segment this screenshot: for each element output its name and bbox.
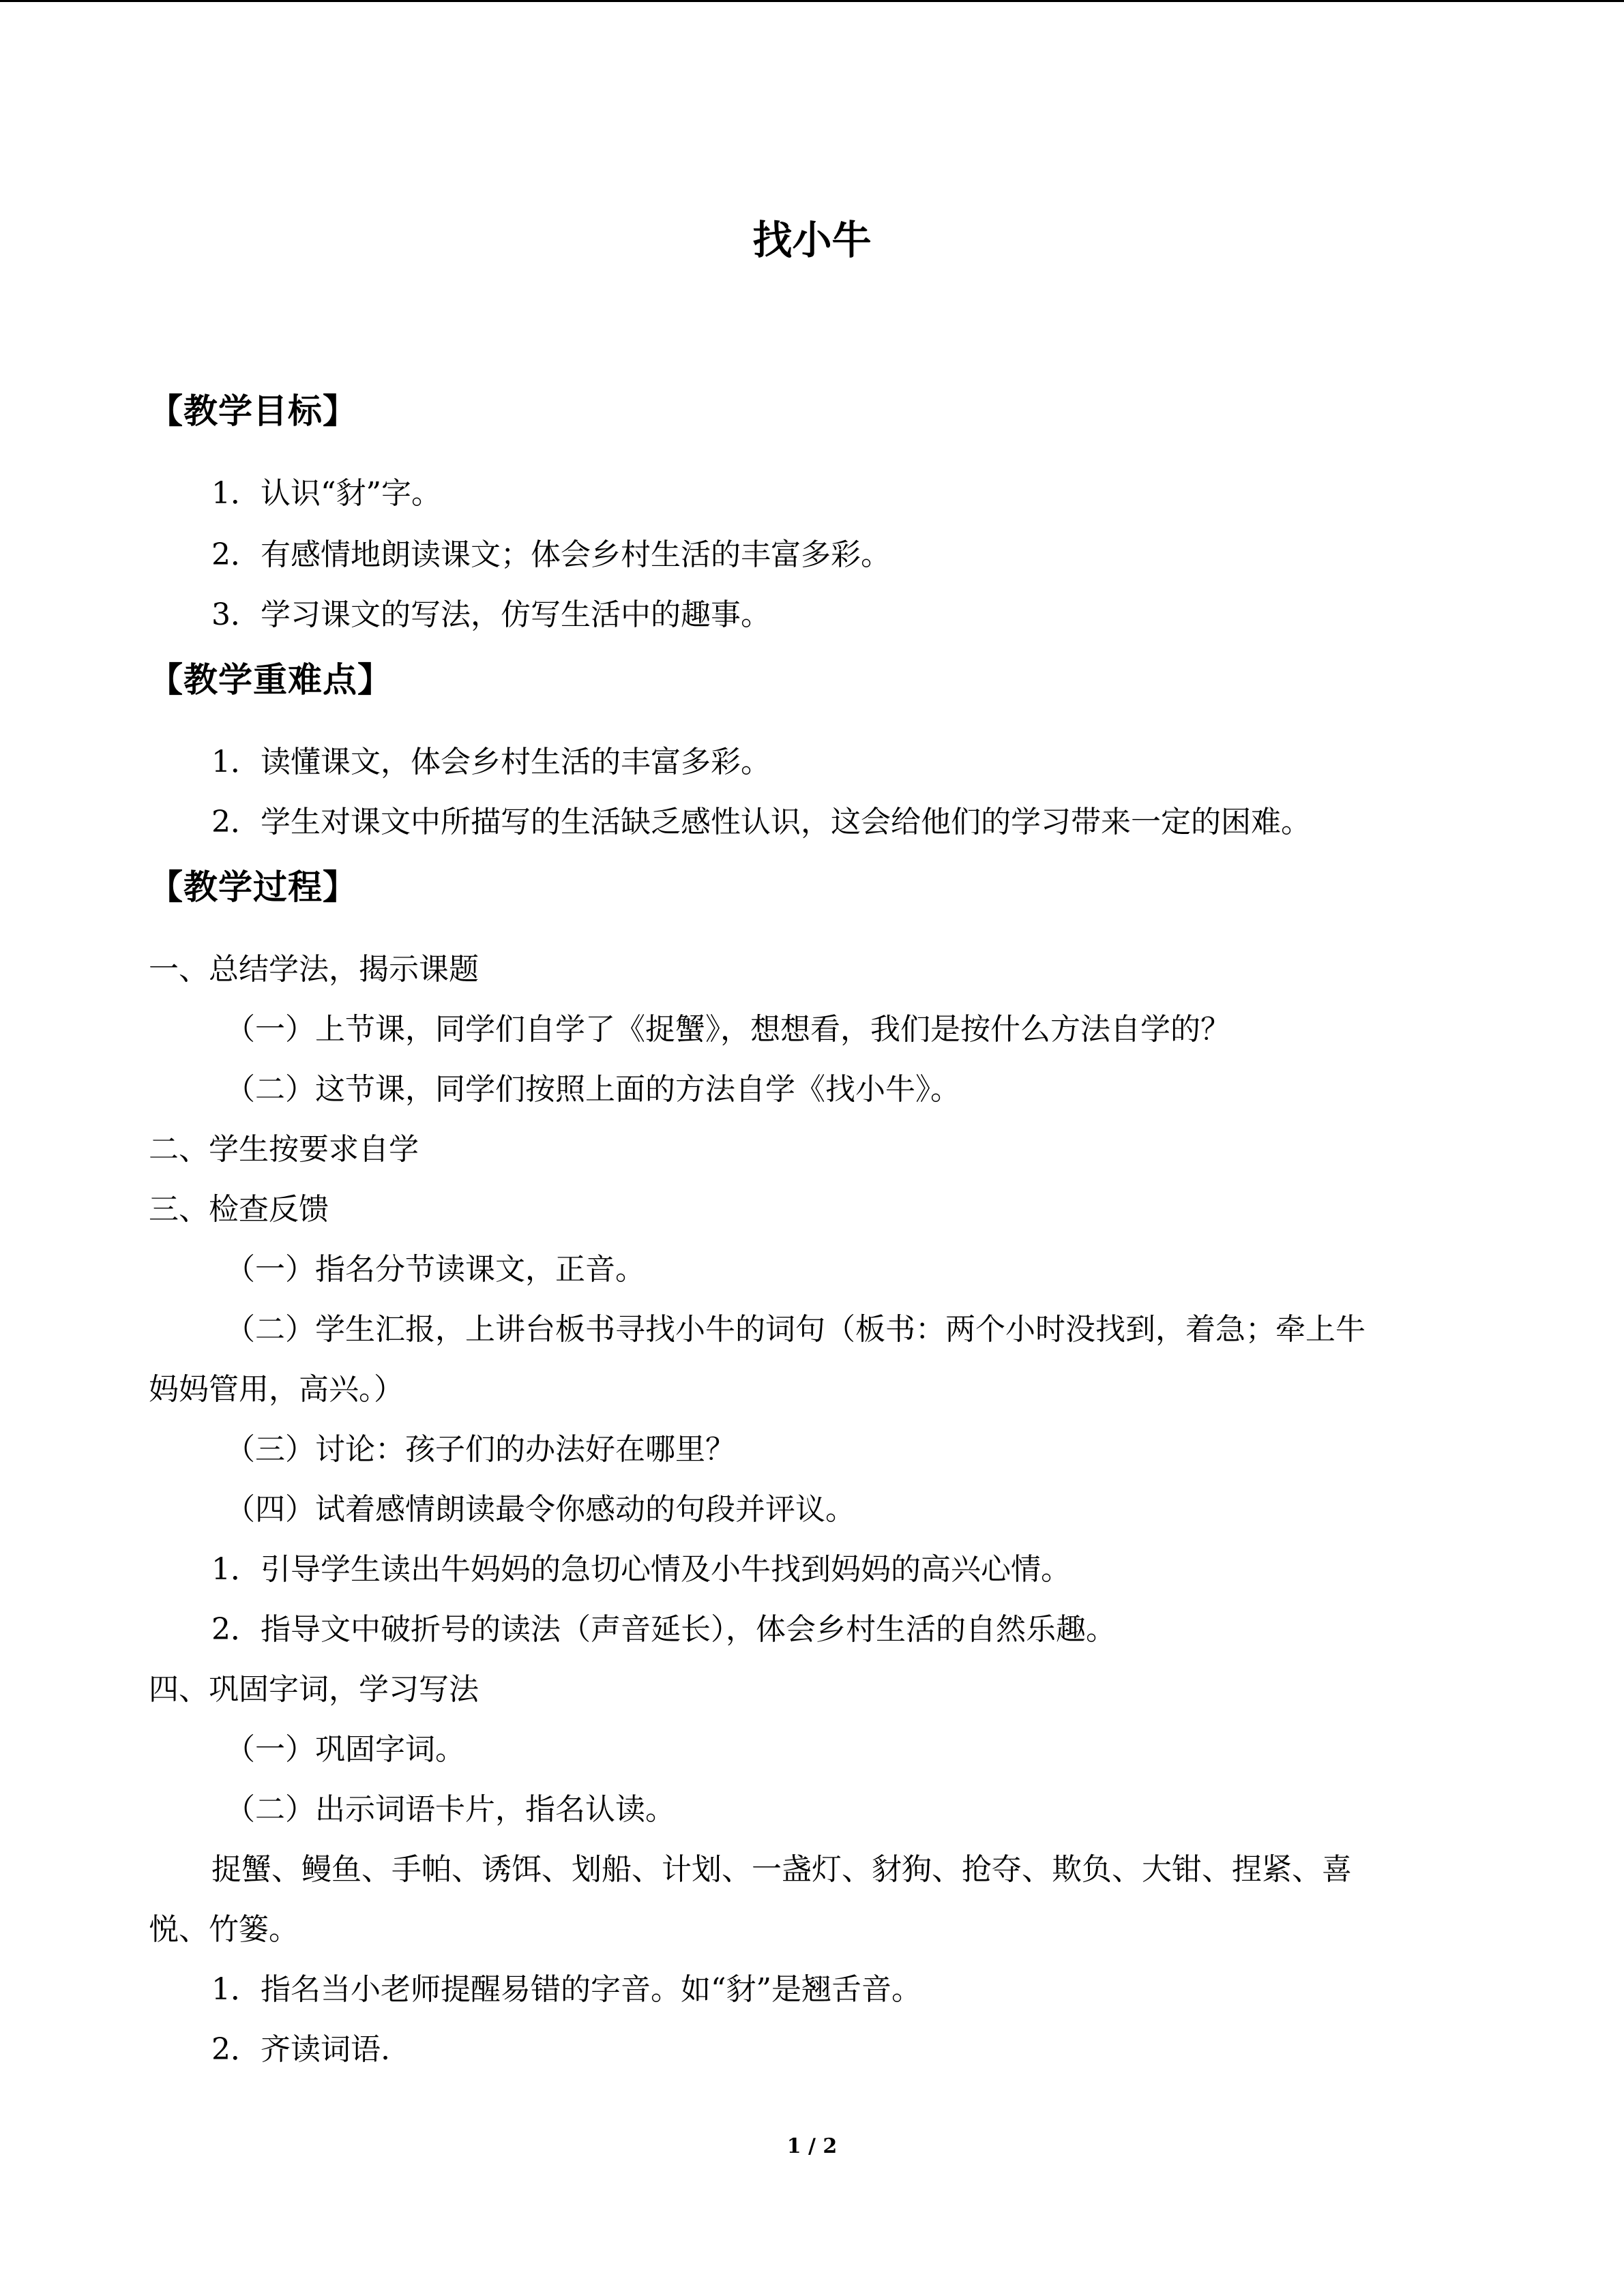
- top-border-line: [0, 0, 1624, 2]
- process-line: （一）指名分节读课文，正音。: [225, 1252, 645, 1287]
- key-point-item: 2．学生对课文中所描写的生活缺乏感性认识，这会给他们的学习带来一定的困难。: [211, 805, 1311, 839]
- process-step-heading: 二、学生按要求自学: [149, 1132, 419, 1167]
- section-heading-process: 【教学过程】: [149, 867, 357, 907]
- process-line: 2．齐读词语.: [211, 2032, 390, 2067]
- process-step-heading: 一、总结学法，揭示课题: [149, 952, 479, 987]
- process-line: （二）出示词语卡片，指名认读。: [225, 1792, 675, 1827]
- goal-item: 1．认识“豺”字。: [211, 476, 441, 511]
- section-heading-goals: 【教学目标】: [149, 391, 357, 431]
- process-line: 1．指名当小老师提醒易错的字音。如“豺”是翘舌音。: [211, 1972, 921, 2007]
- process-line: （一）上节课，同学们自学了《捉蟹》，想想看，我们是按什么方法自学的？: [225, 1012, 1230, 1047]
- process-line: 1．引导学生读出牛妈妈的急切心情及小牛找到妈妈的高兴心情。: [211, 1552, 1071, 1587]
- word-list-line: 捉蟹、鳗鱼、手帕、诱饵、划船、计划、一盏灯、豺狗、抢夺、欺负、大钳、捏紧、喜: [211, 1852, 1352, 1887]
- key-point-item: 1．读懂课文，体会乡村生活的丰富多彩。: [211, 745, 771, 779]
- process-line: （三）讨论：孩子们的办法好在哪里？: [225, 1432, 735, 1467]
- page-number: 1 / 2: [786, 2134, 838, 2158]
- process-line-continuation: 妈妈管用，高兴。）: [149, 1372, 404, 1407]
- word-list-continuation: 悦、竹篓。: [149, 1912, 299, 1947]
- process-step-heading: 四、巩固字词，学习写法: [149, 1672, 479, 1707]
- goal-item: 2．有感情地朗读课文；体会乡村生活的丰富多彩。: [211, 537, 891, 572]
- goal-item: 3．学习课文的写法，仿写生活中的趣事。: [211, 597, 771, 632]
- document-title: 找小牛: [752, 217, 872, 263]
- process-line: 2．指导文中破折号的读法（声音延长），体会乡村生活的自然乐趣。: [211, 1612, 1116, 1647]
- section-heading-key-points: 【教学重难点】: [149, 660, 392, 700]
- process-line: （二）这节课，同学们按照上面的方法自学《找小牛》。: [225, 1072, 960, 1107]
- process-step-heading: 三、检查反馈: [149, 1192, 329, 1227]
- process-line: （二）学生汇报，上讲台板书寻找小牛的词句（板书：两个小时没找到，着急；牵上牛: [225, 1312, 1365, 1347]
- process-line: （四）试着感情朗读最令你感动的句段并评议。: [225, 1492, 855, 1527]
- process-line: （一）巩固字词。: [225, 1732, 465, 1767]
